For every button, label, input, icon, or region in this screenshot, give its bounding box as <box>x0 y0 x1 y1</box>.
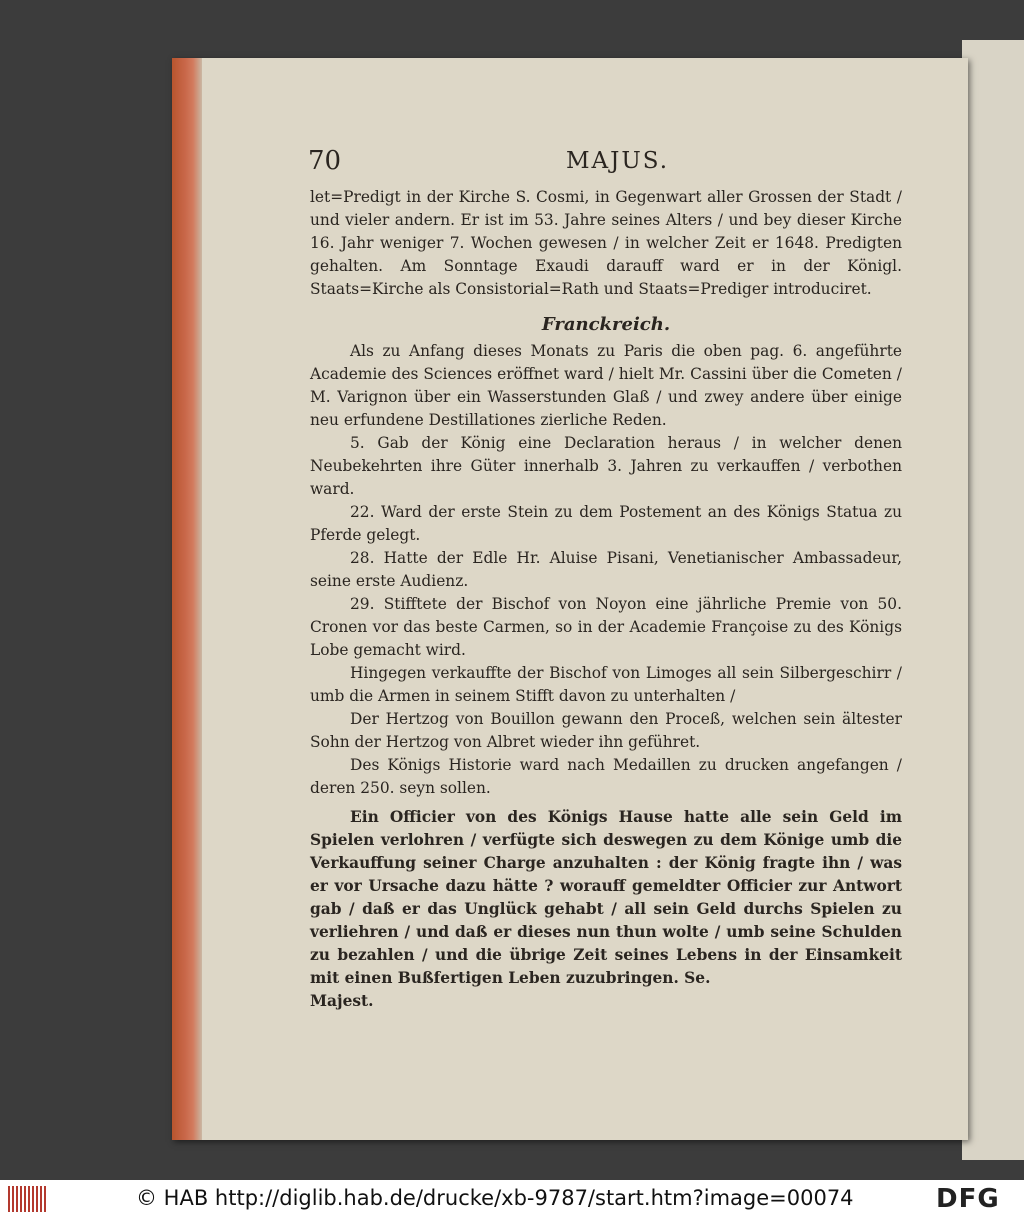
copyright-link[interactable]: © HAB http://diglib.hab.de/drucke/xb-9787/start.htm?image=00074 <box>136 1186 854 1210</box>
red-page-edge <box>172 58 202 1140</box>
catchword: Majest. <box>310 992 374 1010</box>
text-block <box>310 186 902 1013</box>
paragraph-6: 29. Stifftete der Bischof von Noyon eine jährliche Premie von 50. Cronen vor das beste Carmen, so in der Academie Françoise zu des Königs Lobe gemacht wird. <box>310 595 902 659</box>
paragraph-2: Als zu Anfang dieses Monats zu Paris die oben pag. 6. angeführte Academie des Sciences eröffnet ward / hielt Mr. Cassini über die Cometen / M. Varignon über ein Wasserstunden Glaß / und zwey andere über einige neu erfundene Destillationes zierliche Reden. <box>310 342 902 429</box>
page-number: 70 <box>308 146 342 176</box>
viewer-footer <box>0 1180 1024 1217</box>
section-heading: Franckreich. <box>541 314 671 335</box>
paragraph-7: Hingegen verkauffte der Bischof von Limoges all sein Silbergeschirr / umb die Armen in seinem Stifft davon zu unterhalten / <box>310 664 902 705</box>
paragraph-3: 5. Gab der König eine Declaration heraus / in welcher denen Neubekehrten ihre Güter innerhalb 3. Jahren zu verkauffen / verbothen ward. <box>310 434 902 498</box>
paragraph-4: 22. Ward der erste Stein zu dem Postement an des Königs Statua zu Pferde gelegt. <box>310 503 902 544</box>
paragraph-8: Der Hertzog von Bouillon gewann den Proceß, welchen sein ältester Sohn der Hertzog von Albret wieder ihn geführet. <box>310 710 902 751</box>
barcode-icon <box>8 1186 46 1212</box>
dfg-logo: DFG <box>936 1184 1000 1214</box>
paragraph-1: let=Predigt in der Kirche S. Cosmi, in Gegenwart aller Grossen der Stadt / und vieler andern. Er ist im 53. Jahre seines Alters / und bey dieser Kirche 16. Jahr weniger 7. Wochen gewesen / in welcher Zeit er 1648. Predigten gehalten. Am Sonntage Exaudi darauff ward er in der Königl. Staats=Kirche als Consistorial=Rath und Staats=Prediger introduciret. <box>310 188 902 298</box>
paragraph-9: Des Königs Historie ward nach Medaillen zu drucken angefangen / deren 250. seyn sollen. <box>310 756 902 797</box>
paragraph-5: 28. Hatte der Edle Hr. Aluise Pisani, Venetianischer Ambassadeur, seine erste Audienz. <box>310 549 902 590</box>
next-page-edge <box>962 40 1024 1160</box>
paragraph-10: Ein Officier von des Königs Hause hatte alle sein Geld im Spielen verlohren / verfügte sich deswegen zu dem Könige umb die Verkauffung seiner Charge anzuhalten : der König fragte ihn / was er vor Ursache dazu hätte ? worauff gemeldter Officier zur Antwort gab / daß er das Unglück gehabt / all sein Geld durchs Spielen zu verliehren / und daß er dieses nun thun wolte / umb seine Schulden zu bezahlen / und die übrige Zeit seines Lebens in der Einsamkeit mit einen Bußfertigen Leben zuzubringen. Se. <box>310 808 902 987</box>
page-header <box>308 146 908 176</box>
running-title: MAJUS. <box>566 148 670 174</box>
